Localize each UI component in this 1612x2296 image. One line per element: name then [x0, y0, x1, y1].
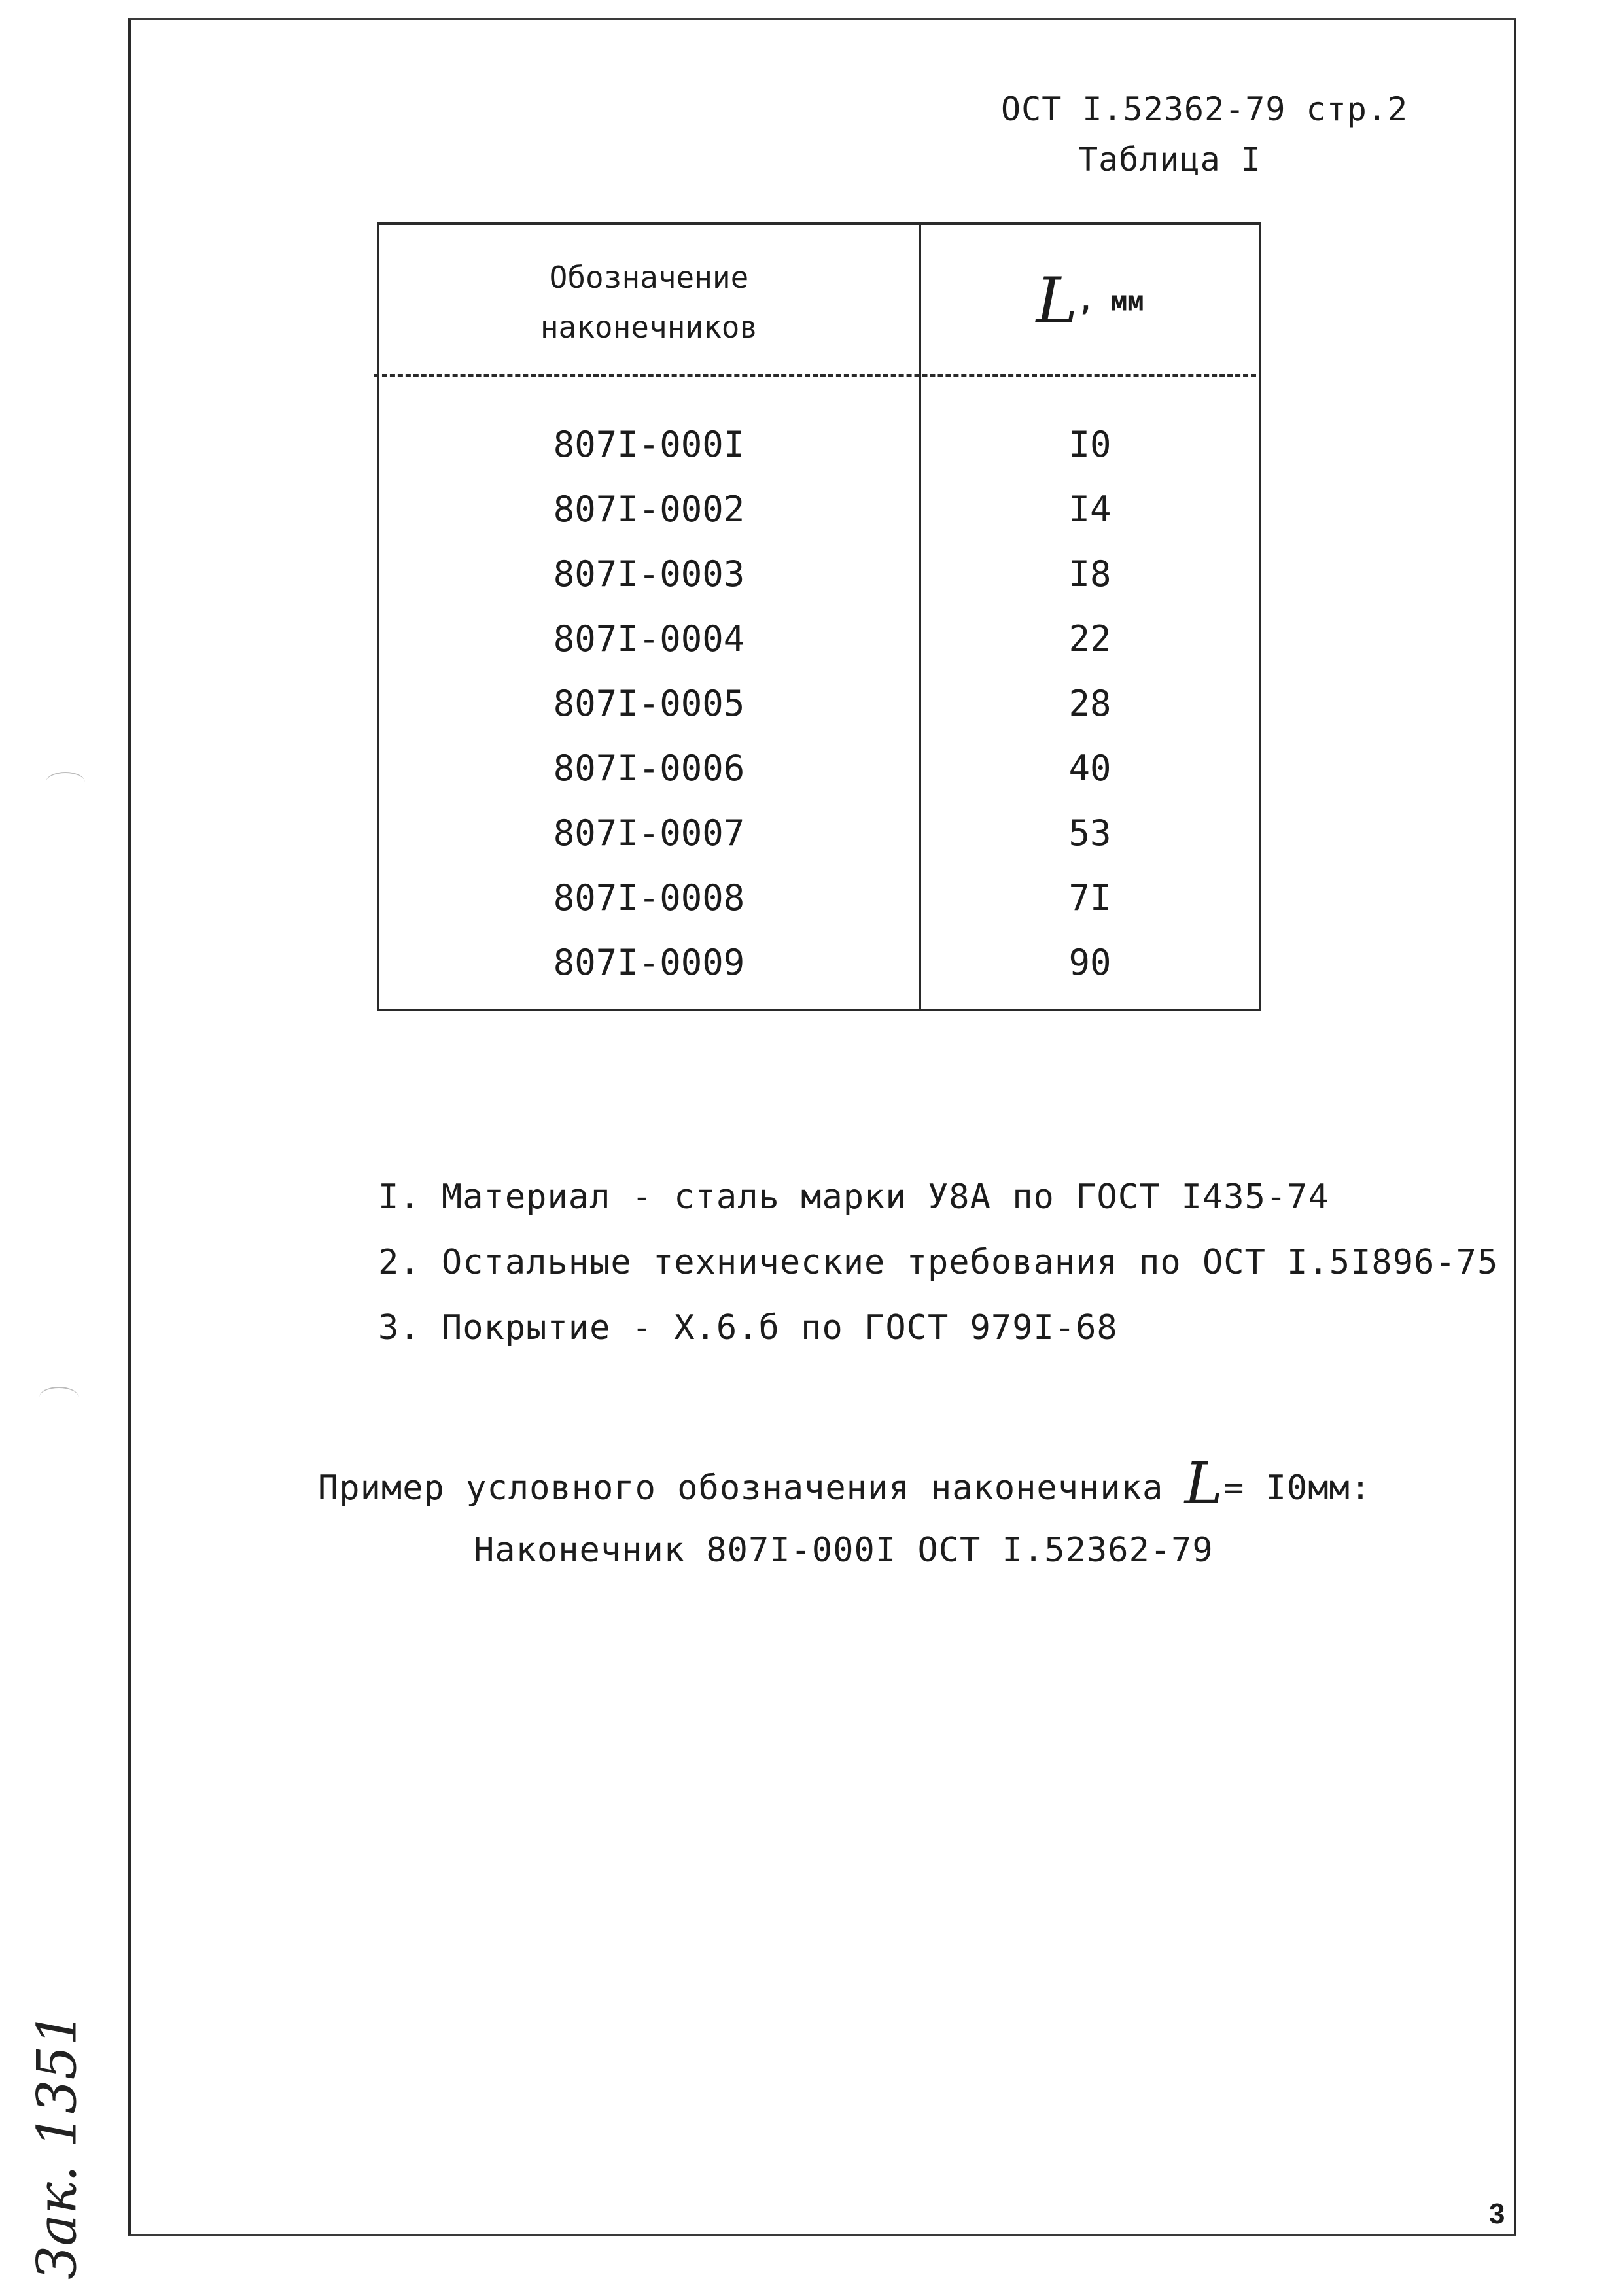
table-row: [379, 736, 1259, 801]
tip-designation-cell: 807I-0004: [553, 618, 745, 659]
table-body: [379, 412, 1259, 995]
document-code: ОСТ I.52362-79 стр.2: [1001, 90, 1409, 128]
table-row: [379, 801, 1259, 865]
example-caption: [318, 1450, 1371, 1517]
note-coating: 3. Покрытие - Х.6.б по ГОСТ 979I-68: [378, 1308, 1118, 1348]
tip-designation-cell: 807I-0003: [553, 553, 745, 595]
tip-length-cell: I8: [1068, 553, 1112, 595]
tip-length-table: [377, 222, 1261, 1011]
tip-length-cell: 40: [1068, 748, 1112, 789]
table-title: Таблица I: [1078, 141, 1261, 179]
tip-designation-cell: 807I-0005: [553, 683, 745, 724]
table-row: [379, 412, 1259, 477]
tip-length-cell: 53: [1068, 812, 1112, 854]
column-header-length: [921, 264, 1259, 338]
example-length-symbol: L: [1184, 1450, 1224, 1517]
column-header-line-1: Обозначение: [549, 260, 749, 295]
tip-length-cell: I0: [1068, 424, 1112, 465]
column-header-line-2: наконечников: [540, 309, 758, 345]
column-header-designation: [379, 252, 919, 352]
table-row: [379, 930, 1259, 995]
example-prefix: Пример условного обозначения наконечника: [318, 1469, 1164, 1508]
order-number-handwriting: Зак. 1351: [26, 2011, 89, 2280]
length-symbol: L: [1036, 264, 1078, 338]
tip-length-cell: 28: [1068, 683, 1112, 724]
scan-artifact: [39, 1387, 79, 1408]
tip-designation-cell: 807I-0006: [553, 748, 745, 789]
tip-length-cell: 7I: [1068, 877, 1112, 918]
handwritten-order-stamp: [20, 1995, 105, 2296]
table-row: [379, 477, 1259, 542]
tip-designation-cell: 807I-000I: [553, 424, 745, 465]
tip-length-cell: 90: [1068, 942, 1112, 983]
page-number: 3: [1489, 2198, 1505, 2230]
note-material: I. Материал - сталь марки У8А по ГОСТ I435-74: [378, 1177, 1329, 1217]
tip-designation-cell: 807I-0008: [553, 877, 745, 918]
tip-length-cell: 22: [1068, 618, 1112, 659]
table-row: [379, 606, 1259, 671]
example-designation: Наконечник 807I-000I ОСТ I.52362-79: [474, 1531, 1214, 1570]
scan-artifact: [46, 772, 85, 793]
tip-designation-cell: 807I-0007: [553, 812, 745, 854]
table-row: [379, 671, 1259, 736]
table-row: [379, 865, 1259, 930]
length-unit: , мм: [1078, 285, 1144, 317]
note-technical-requirements: 2. Остальные технические требования по ОСТ I.5I896-75: [378, 1243, 1499, 1282]
table-row: [379, 542, 1259, 606]
header-separator: [374, 374, 1256, 377]
tip-designation-cell: 807I-0002: [553, 489, 745, 530]
tip-designation-cell: 807I-0009: [553, 942, 745, 983]
example-suffix: = I0мм:: [1223, 1469, 1372, 1508]
tip-length-cell: I4: [1068, 489, 1112, 530]
